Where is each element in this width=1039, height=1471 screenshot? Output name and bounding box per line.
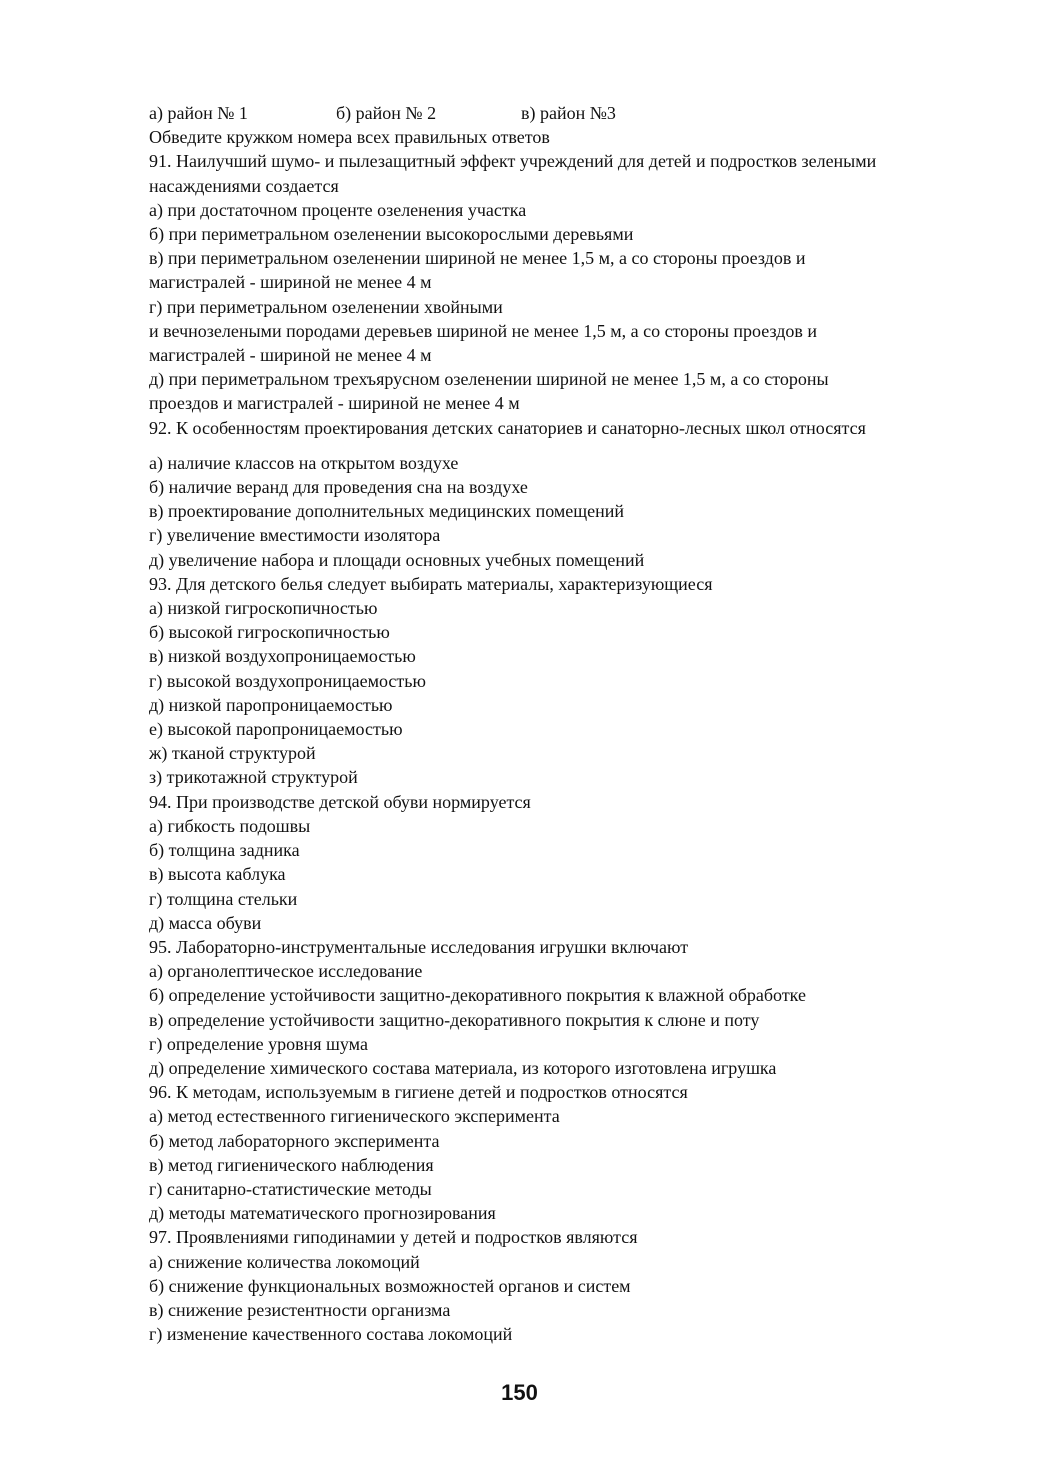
answer-option: а) гибкость подошвы [149, 815, 311, 836]
question-94-title: 94. При производстве детской обуви нормируется [149, 791, 531, 812]
answer-option: г) изменение качественного состава локомоций [149, 1324, 513, 1345]
answer-option: в) высота каблука [149, 864, 286, 885]
answer-option: г) высокой воздухопроницаемостью [149, 670, 426, 691]
answer-option: ж) тканой структурой [149, 743, 316, 764]
question-95-title: 95. Лабораторно-инструментальные исследования игрушки включают [149, 936, 689, 957]
instruction-text: Обведите кружком номера всех правильных ответов [149, 127, 550, 148]
answer-option-cont: проездов и магистралей - шириной не менее 4 м [149, 393, 520, 414]
answer-option: а) низкой гигроскопичностью [149, 598, 378, 619]
answer-option: д) при периметральном трехъярусном озеленении шириной не менее 1,5 м, а со стороны [149, 369, 829, 390]
answer-option: д) низкой паропроницаемостью [149, 694, 393, 715]
answer-option: д) методы математического прогнозирования [149, 1203, 496, 1224]
answer-option: а) метод естественного гигиенического эксперимента [149, 1106, 560, 1127]
answer-option: б) толщина задника [149, 840, 300, 861]
answer-option-cont: и вечнозелеными породами деревьев шириной не менее 1,5 м, а со стороны проездов и [149, 320, 818, 341]
question-96-title: 96. К методам, используемым в гигиене детей и подростков относятся [149, 1082, 688, 1103]
answer-option: д) масса обуви [149, 912, 262, 933]
answer-option: а) снижение количества локомоций [149, 1251, 420, 1272]
answer-option: б) наличие веранд для проведения сна на воздухе [149, 477, 528, 498]
answer-option: з) трикотажной структурой [149, 767, 358, 788]
option-district-1: а) район № 1 [149, 103, 248, 123]
answer-option: б) снижение функциональных возможностей органов и систем [149, 1275, 631, 1296]
answer-option: г) увеличение вместимости изолятора [149, 525, 441, 546]
page-content [149, 101, 994, 1346]
answer-option: в) низкой воздухопроницаемостью [149, 646, 416, 667]
answer-option: г) санитарно-статистические методы [149, 1178, 432, 1199]
answer-option: б) определение устойчивости защитно-декоративного покрытия к влажной обработке [149, 985, 806, 1006]
answer-option: а) наличие классов на открытом воздухе [149, 452, 459, 473]
answer-option: г) при периметральном озеленении хвойными [149, 296, 503, 317]
answer-option: в) при периметральном озеленении шириной не менее 1,5 м, а со стороны проездов и [149, 248, 806, 269]
answer-option: б) при периметральном озеленении высокорослыми деревьями [149, 224, 634, 245]
page-number: 150 [501, 1380, 538, 1405]
question-91-title-cont: насаждениями создается [149, 175, 339, 196]
question-92-title: 92. К особенностям проектирования детских санаториев и санаторно-лесных школ относятся [149, 417, 866, 438]
answer-option: а) при достаточном проценте озеленения участка [149, 199, 527, 220]
answer-option: г) толщина стельки [149, 888, 298, 909]
option-district-3: в) район №3 [521, 103, 616, 123]
answer-option-cont: магистралей - шириной не менее 4 м [149, 272, 432, 293]
answer-option: б) метод лабораторного эксперимента [149, 1130, 440, 1151]
question-91-title: 91. Наилучший шумо- и пылезащитный эффект учреждений для детей и подростков зелеными [149, 151, 877, 172]
answer-option: в) проектирование дополнительных медицинских помещений [149, 501, 625, 522]
answer-option: в) метод гигиенического наблюдения [149, 1154, 434, 1175]
answer-option: в) определение устойчивости защитно-декоративного покрытия к слюне и поту [149, 1009, 760, 1030]
answer-option: в) снижение резистентности организма [149, 1299, 451, 1320]
district-options-row [149, 101, 994, 125]
answer-option: б) высокой гигроскопичностью [149, 622, 390, 643]
answer-option: а) органолептическое исследование [149, 961, 423, 982]
answer-option: е) высокой паропроницаемостью [149, 719, 403, 740]
answer-option: д) увеличение набора и площади основных учебных помещений [149, 549, 645, 570]
option-district-2: б) район № 2 [336, 103, 437, 123]
question-97-title: 97. Проявлениями гиподинамии у детей и подростков являются [149, 1227, 638, 1248]
answer-option: д) определение химического состава материала, из которого изготовлена игрушка [149, 1057, 777, 1078]
question-93-title: 93. Для детского белья следует выбирать материалы, характеризующиеся [149, 573, 713, 594]
answer-option: г) определение уровня шума [149, 1033, 368, 1054]
answer-option-cont: магистралей - шириной не менее 4 м [149, 345, 432, 366]
